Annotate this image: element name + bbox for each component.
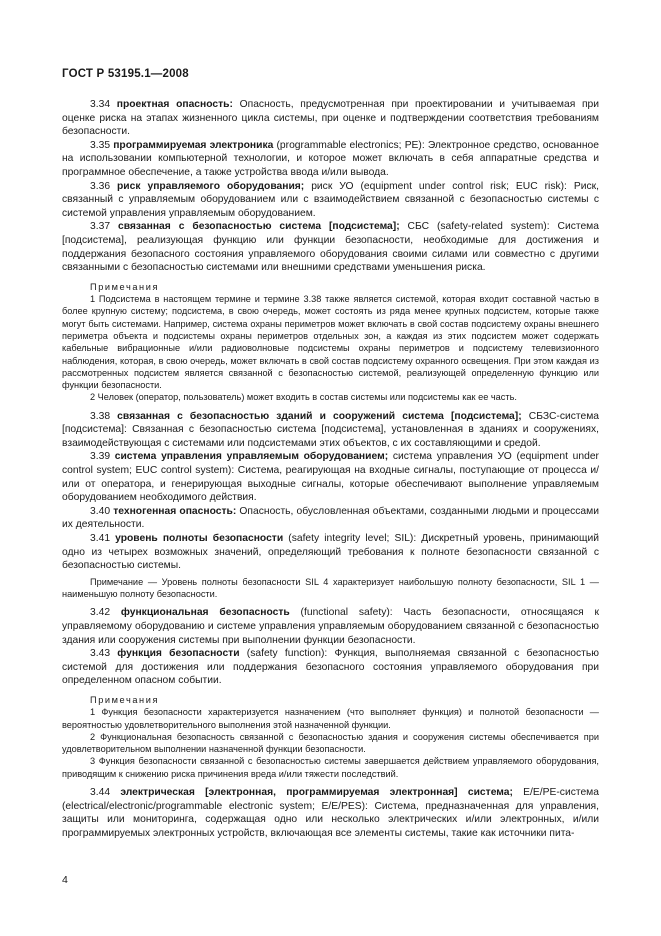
term-number: 3.35 (90, 139, 111, 151)
term-3-41 (62, 532, 599, 573)
term-title: функциональная безопасность (120, 607, 290, 619)
term-3-44 (62, 786, 599, 840)
term-definition: система управления УО (equipment under control system; EUC control system): Система, реагирующая на входные сигналы, поступающие от процесса и/или от оператора, и генерирующая выходные сигналы, которые обеспечивают выполнение управляемым оборудованием необходимого действия. (62, 451, 599, 504)
term-title: уровень полноты безопасности (115, 533, 284, 545)
term-3-39 (62, 450, 599, 504)
term-title: система управления управляемым оборудованием; (114, 451, 389, 463)
term-definition: риск УО (equipment under control risk; EUC risk): Риск, связанный с управляемым оборудованием или с взаимодействием связанной с безопасностью системы с системой управления управляемым оборудованием. (62, 180, 600, 219)
term-3-34 (62, 98, 599, 139)
term-3-37 (62, 220, 599, 274)
term-definition: (safety function): Функция, выполняемая связанной с безопасностью системой для достижения или поддержания безопасного состояния управляемого оборудования при определенном опасном событии. (62, 648, 599, 687)
term-number: 3.38 (90, 410, 111, 422)
term-number: 3.40 (90, 505, 111, 517)
term-title: связанная с безопасностью система [подсистема]; (117, 221, 400, 233)
term-title: связанная с безопасностью зданий и сооружений система [подсистема]; (117, 410, 522, 422)
page-number: 4 (62, 874, 68, 886)
term-definition: СБЗС-система [подсистема]: Связанная с безопасностью система [подсистема], установленная в зданиях и сооружениях, взаимодействующая с системами или подсистемами этих объектов, с их составляющими и средой. (62, 410, 599, 449)
term-definition: E/E/PE-система (electrical/electronic/programmable electronic system; E/E/PES): Система, предназначенная для управления, защиты или мониторинга, содержащая одно или несколько электрических и/или электронных, и/или программируемых электронных устройств, включающая все элементы системы, такие как источники пита- (62, 787, 599, 839)
term-number: 3.36 (90, 180, 111, 192)
term-title: программируемая электроника (113, 139, 274, 151)
term-3-38 (62, 410, 599, 451)
term-3-43 (62, 647, 599, 688)
standard-designation: ГОСТ Р 53195.1—2008 (62, 68, 189, 80)
term-definition: Опасность, предусмотренная при проектировании и учитываемая при оценке риска на этапах жизненного цикла системы, при оценке и подтверждении соответствия требованиям безопасности. (62, 99, 599, 138)
term-title: электрическая [электронная, программируемая электронная] система; (120, 787, 513, 799)
term-number: 3.44 (90, 787, 111, 799)
term-number: 3.34 (90, 99, 111, 110)
term-number: 3.42 (90, 607, 111, 619)
term-3-40 (62, 505, 599, 532)
term-definition: (programmable electronics; PE): Электронное средство, основанное на использовании компьютерной технологии, и которое может включать в себя аппаратные средства и программное обеспечение, а также устройства ввода и/или вывода. (62, 139, 599, 178)
term-title: проектная опасность: (116, 99, 233, 110)
term-title: функция безопасности (117, 648, 240, 660)
note-item: 2 Функциональная безопасность связанной с безопасностью здания и сооружения системы обеспечивается при удовлетворительном выполнении назначенной функции безопасности. (62, 731, 599, 755)
term-definition: (functional safety): Часть безопасности, относящаяся к управляемому оборудованию и системе управления управляемым оборудованием связанной с безопасностью здания или сооружения системы при выполнении функции безопасности. (62, 607, 599, 646)
term-definition: (safety integrity level; SIL): Дискретный уровень, принимающий одно из четырех возможных значений, определяющий требования к полноте безопасности связанной с безопасностью системы. (62, 533, 599, 572)
note-item: 2 Человек (оператор, пользователь) может входить в состав системы или подсистемы как ее часть. (90, 392, 517, 403)
term-title: риск управляемого оборудования; (117, 180, 305, 192)
note-item: 1 Подсистема в настоящем термине и термине 3.38 также является системой, которая входит составной частью в более крупную систему; подсистема, в свою очередь, может состоять из ряда менее крупных подсистем, которые также могут быть системами. Например, система охраны периметров может включать в свой состав подсистему охраны внешнего периметра объекта и подсистемы охраны периметров отдельных зон, а каждая из этих подсистем может содержать кабельные вибрационные и/или радиоволновые подсистемы охраны периметров и подсистему телевизионного наблюдения, которая, в свою очередь, может включать в свой состав подсистему охранного освещения. При этом каждая из рассмотренных подсистем является связанной с безопасностью системой, реализующей определенную функцию или функции безопасности. (62, 294, 599, 391)
term-definition: СБС (safety-related system): Система [подсистема], реализующая функцию или функции безопасности, необходимые для достижения и поддержания безопасного состояния управляемого оборудования своими силами или совместно с другими связанными с безопасностью системами или внешними средствами уменьшения риска. (62, 221, 599, 274)
note-item: 3 Функция безопасности связанной с безопасностью системы завершается действием управляемого оборудования, приводящим к снижению риска причинения вреда и/или тяжести последствий. (62, 756, 599, 779)
note-3-41: Примечание — Уровень полноты безопасности SIL 4 характеризует наибольшую полноту безопасности, SIL 1 — наименьшую полноту безопасности. (62, 576, 599, 600)
term-3-42 (62, 606, 599, 647)
term-3-36 (62, 180, 599, 221)
term-number: 3.37 (90, 221, 111, 233)
notes-heading: Примечания (90, 694, 160, 705)
notes-heading: Примечания (90, 281, 160, 292)
note-item: 1 Функция безопасности характеризуется назначением (что выполняет функция) и полнотой безопасности — вероятностью удовлетворительного выполнения этой назначенной функции. (62, 707, 599, 730)
term-definition: Опасность, обусловленная объектами, созданными людьми и процессами их деятельности. (62, 505, 599, 531)
page-content (62, 98, 599, 840)
term-title: техногенная опасность: (113, 505, 237, 517)
term-number: 3.39 (90, 451, 111, 463)
term-number: 3.41 (90, 533, 111, 545)
term-number: 3.43 (90, 648, 111, 660)
term-3-35 (62, 139, 599, 180)
